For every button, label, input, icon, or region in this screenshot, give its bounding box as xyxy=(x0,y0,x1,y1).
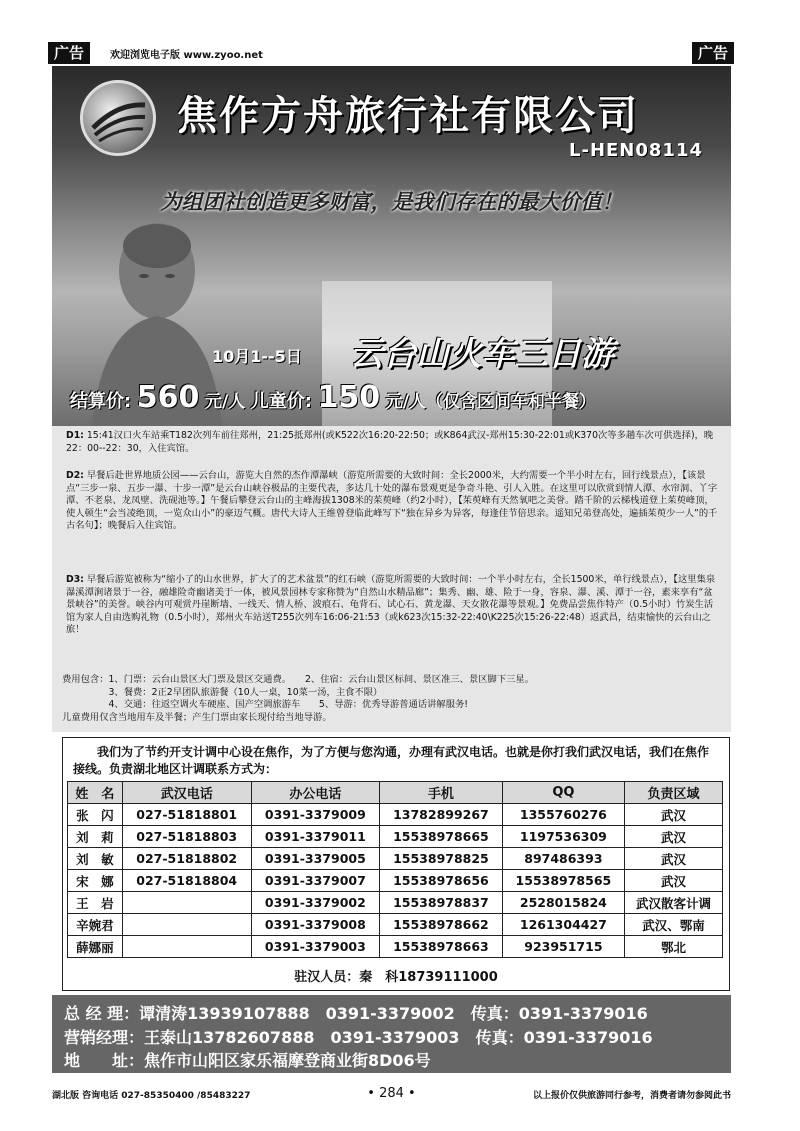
table-row xyxy=(68,848,723,870)
cell: 张 闪 xyxy=(68,804,123,826)
site-text: 欢迎浏览电子版 www.zyoo.net xyxy=(110,50,263,61)
table-header-row xyxy=(68,782,723,804)
cell: 1355760276 xyxy=(502,804,624,826)
itinerary-day-2 xyxy=(66,470,720,533)
cell xyxy=(122,936,251,958)
table-row xyxy=(68,892,723,914)
management-section xyxy=(52,995,731,1073)
cell: 0391-3379005 xyxy=(251,848,380,870)
contact-table xyxy=(67,781,723,958)
cell: 15538978662 xyxy=(380,914,502,936)
header-qq: QQ xyxy=(502,782,624,804)
cell xyxy=(122,914,251,936)
price-label: 结算价: xyxy=(70,391,132,412)
company-logo xyxy=(80,80,156,156)
cell: 1261304427 xyxy=(502,914,624,936)
footer xyxy=(52,1086,731,1102)
page-number: • 284 • xyxy=(367,1086,416,1101)
table-row xyxy=(68,936,723,958)
cell: 027-51818803 xyxy=(122,826,251,848)
day-text: 早餐后游览被称为“缩小了的山水世界，扩大了的艺术盆景”的红石峡（游览所需要的大致时间：一个半小时左右，全长1500米，单行线景点），【这里集泉瀑溪潭涧诸景于一谷，融雄险奇幽诸美于一体，被风景园林专家称赞为“自然山水精品廊”；集秀、幽、雄、险于一身，容泉、瀑、溪、潭于一谷，素来享有“盆景峡谷”的美誉。峡谷内可观赏丹崖断墙、一线天、情人桥、波痕石、龟背石、试心石、黄龙瀑、天女散花瀑等景观。】免费品尝焦作特产（0.5小时）竹炭生活馆为家人自由选购礼物（0.5小时），郑州火车站送T255次列车16:06-21:53（或k623次15:32-22:40\K225次15:26-22:48）返武昌，结束愉快的云台山之旅！ xyxy=(66,574,716,636)
cell: 0391-3379008 xyxy=(251,914,380,936)
child-price-value: 150 xyxy=(317,380,381,415)
fee-line: 3、餐费：2正2早团队旅游餐（10人一桌，10菜一汤，主食不限） xyxy=(62,686,383,698)
cell: 武汉 xyxy=(625,848,723,870)
cell: 武汉 xyxy=(625,804,723,826)
cell: 0391-3379011 xyxy=(251,826,380,848)
itinerary-day-3 xyxy=(66,574,720,637)
cell: 刘 莉 xyxy=(68,826,123,848)
fee-line: 费用包含：1、门票：云台山景区大门票及景区交通费。 2、住宿：云台山景区标间、景区准三、景区脚下三星。 xyxy=(62,674,535,685)
cell: 027-51818802 xyxy=(122,848,251,870)
day-text: 早餐后赴世界地质公园——云台山，游览大自然的杰作潭瀑峡（游览所需要的大致时间：全长2000米，大约需要一个半小时左右，回行线景点），【该景点“三步一泉、五步一瀑、十步一潭”是云台山峡谷极品的主要代表，多达几十处的瀑布景观更是争奇斗艳、引人入胜。在这里可以欣赏到情人潭、水帘洞、丫字潭、不老泉、龙凤壁、洗砚池等。】午餐后攀登云台山的主峰海拔1308米的茱萸峰（约2小时），【茱萸峰有天然氧吧之美誉。踏千阶的云梯栈道登上茱萸峰顶，使人顿生“会当凌绝顶，一览众山小”的豪迈气概。唐代大诗人王维曾登临此峰写下“独在异乡为异客，每逢佳节倍思亲。遥知兄弟登高处，遍插茱萸少一人”的千古名句】；晚餐后入住宾馆。 xyxy=(66,470,718,532)
footer-hotline: 湖北版 咨询电话 027-85350400 /85483227 xyxy=(52,1091,251,1101)
tour-name: 云台山火车三日游 xyxy=(350,334,614,373)
top-bar xyxy=(48,42,734,64)
cell: 15538978665 xyxy=(380,826,502,848)
general-manager: 总 经 理：谭清涛13939107888 0391-3379002 传真：0391-3379016 xyxy=(64,1004,648,1023)
header-wuhan-phone: 武汉电话 xyxy=(122,782,251,804)
price-unit: 元/人 xyxy=(204,392,246,412)
fee-line: 儿童费用仅含当地用车及半餐；产生门票由家长现付给当地导游。 xyxy=(62,711,332,723)
price-line xyxy=(70,380,596,415)
cell: 武汉散客计调 xyxy=(625,892,723,914)
cell: 王 岩 xyxy=(68,892,123,914)
cell xyxy=(122,892,251,914)
cell: 鄂北 xyxy=(625,936,723,958)
fee-info xyxy=(62,674,722,724)
fee-line: 4、交通：往返空调火车硬座、国产空调旅游车 5、导游：优秀导游普通话讲解服务! xyxy=(62,699,469,711)
cell: 15538978837 xyxy=(380,892,502,914)
cell: 15538978663 xyxy=(380,936,502,958)
header-mobile: 手机 xyxy=(380,782,502,804)
cell: 923951715 xyxy=(502,936,624,958)
tour-date: 10月1--5日 xyxy=(212,347,302,366)
table-row xyxy=(68,914,723,936)
cell: 刘 敏 xyxy=(68,848,123,870)
contact-section xyxy=(62,737,730,991)
cell: 武汉、鄂南 xyxy=(625,914,723,936)
cell: 13782899267 xyxy=(380,804,502,826)
table-row xyxy=(68,870,723,892)
cell: 15538978656 xyxy=(380,870,502,892)
cell: 15538978825 xyxy=(380,848,502,870)
cell: 897486393 xyxy=(502,848,624,870)
cell: 0391-3379009 xyxy=(251,804,380,826)
license-number: L-HEN08114 xyxy=(569,140,703,161)
ad-tag-right: 广告 xyxy=(692,42,734,64)
cell: 武汉 xyxy=(625,826,723,848)
cell: 027-51818804 xyxy=(122,870,251,892)
day-tag: D1: xyxy=(66,430,84,441)
cell: 0391-3379003 xyxy=(251,936,380,958)
day-tag: D2: xyxy=(66,470,84,481)
cell: 2528015824 xyxy=(502,892,624,914)
child-price-label: 儿童价: xyxy=(250,391,312,412)
header-region: 负责区域 xyxy=(625,782,723,804)
cell: 薛娜丽 xyxy=(68,936,123,958)
company-name: 焦作方舟旅行社有限公司 xyxy=(177,93,639,139)
table-row xyxy=(68,804,723,826)
cell: 15538978565 xyxy=(502,870,624,892)
cell: 0391-3379007 xyxy=(251,870,380,892)
sales-manager: 营销经理：王泰山13782607888 0391-3379003 传真：0391-3379016 xyxy=(64,1028,653,1047)
slogan: 为组团社创造更多财富，是我们存在的最大价值！ xyxy=(160,189,623,214)
header-office-phone: 办公电话 xyxy=(251,782,380,804)
itinerary-day-1 xyxy=(66,430,720,455)
itinerary xyxy=(52,426,731,732)
footer-disclaimer: 以上报价仅供旅游同行参考，消费者请勿参阅此书 xyxy=(532,1091,731,1101)
cell: 辛婉君 xyxy=(68,914,123,936)
ad-tag-left: 广告 xyxy=(48,42,90,64)
table-row xyxy=(68,826,723,848)
day-text: 15:41汉口火车站乘T182次列车前往郑州，21:25抵郑州(或K522次16:20-22:50；或K864武汉-郑州15:30-22:01或K370次等多趟车次可供选择)，晚22：00--22：30，入住宾馆。 xyxy=(66,430,714,454)
price-value: 560 xyxy=(136,380,200,415)
resident-contact: 驻汉人员：秦 科18739111000 xyxy=(294,970,498,985)
day-tag: D3: xyxy=(66,574,84,585)
header-name: 姓 名 xyxy=(68,782,123,804)
cell: 武汉 xyxy=(625,870,723,892)
cell: 宋 娜 xyxy=(68,870,123,892)
cell: 0391-3379002 xyxy=(251,892,380,914)
child-price-unit: 元/人（仅含区间车和半餐） xyxy=(385,392,596,412)
cell: 1197536309 xyxy=(502,826,624,848)
address: 地 址：焦作市山阳区家乐福摩登商业街8D06号 xyxy=(64,1051,431,1070)
banner xyxy=(52,66,731,431)
contact-intro: 我们为了节约开支计调中心设在焦作，为了方便与您沟通，办理有武汉电话。也就是你打我们武汉电话，我们在焦作接线。负责湖北地区计调联系方式为： xyxy=(73,745,710,776)
cell: 027-51818801 xyxy=(122,804,251,826)
